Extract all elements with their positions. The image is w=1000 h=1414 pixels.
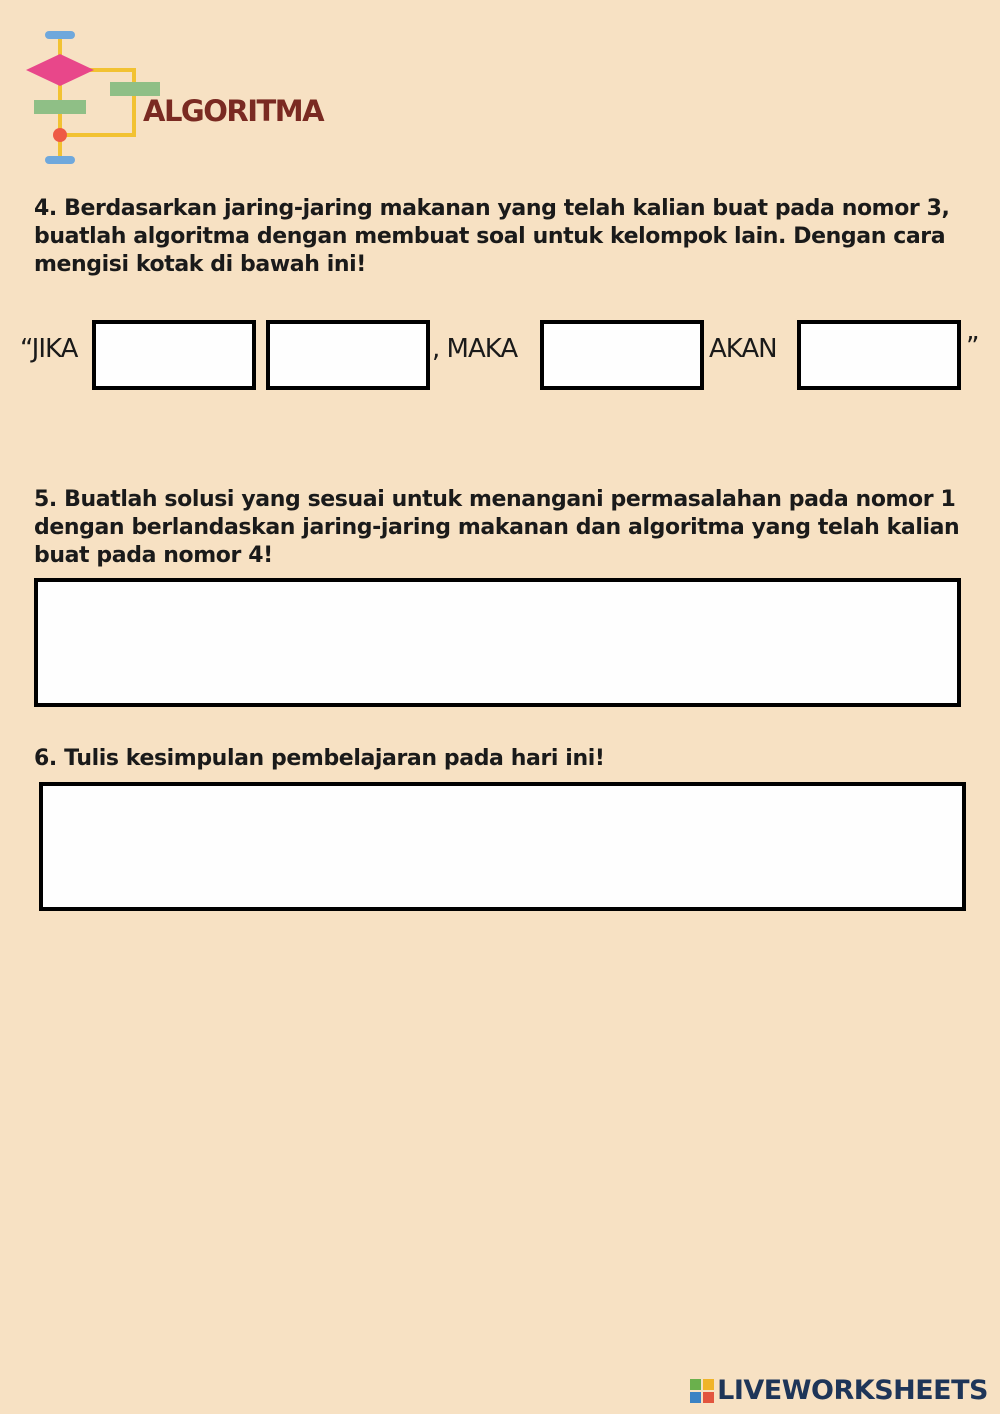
question-4: 4. Berdasarkan jaring-jaring makanan yang telah kalian buat pada nomor 3, buatlah algoritma dengan membuat soal untuk kelompok lain. Dengan cara mengisi kotak di bawah ini! [34,196,950,277]
page-title: ALGORITMA [143,94,324,128]
blank-box-1[interactable] [92,320,256,390]
sentence-maka: , MAKA [432,334,518,364]
sentence-open: “JIKA [20,334,78,364]
answer-box-6[interactable] [39,782,966,911]
blank-box-3[interactable] [540,320,704,390]
liveworksheets-logo-icon [690,1379,714,1403]
question-6: 6. Tulis kesimpulan pembelajaran pada hari ini! [34,746,605,771]
blank-box-4[interactable] [797,320,961,390]
blank-box-2[interactable] [266,320,430,390]
sentence-akan: AKAN [709,334,777,364]
sentence-close: ” [966,332,979,362]
question-5: 5. Buatlah solusi yang sesuai untuk menangani permasalahan pada nomor 1 dengan berlandaskan jaring-jaring makanan dan algoritma yang telah kalian buat pada nomor 4! [34,487,960,568]
answer-box-5[interactable] [34,578,961,707]
footer-brand-text: LIVEWORKSHEETS [717,1375,988,1406]
footer-brand [690,1375,988,1406]
